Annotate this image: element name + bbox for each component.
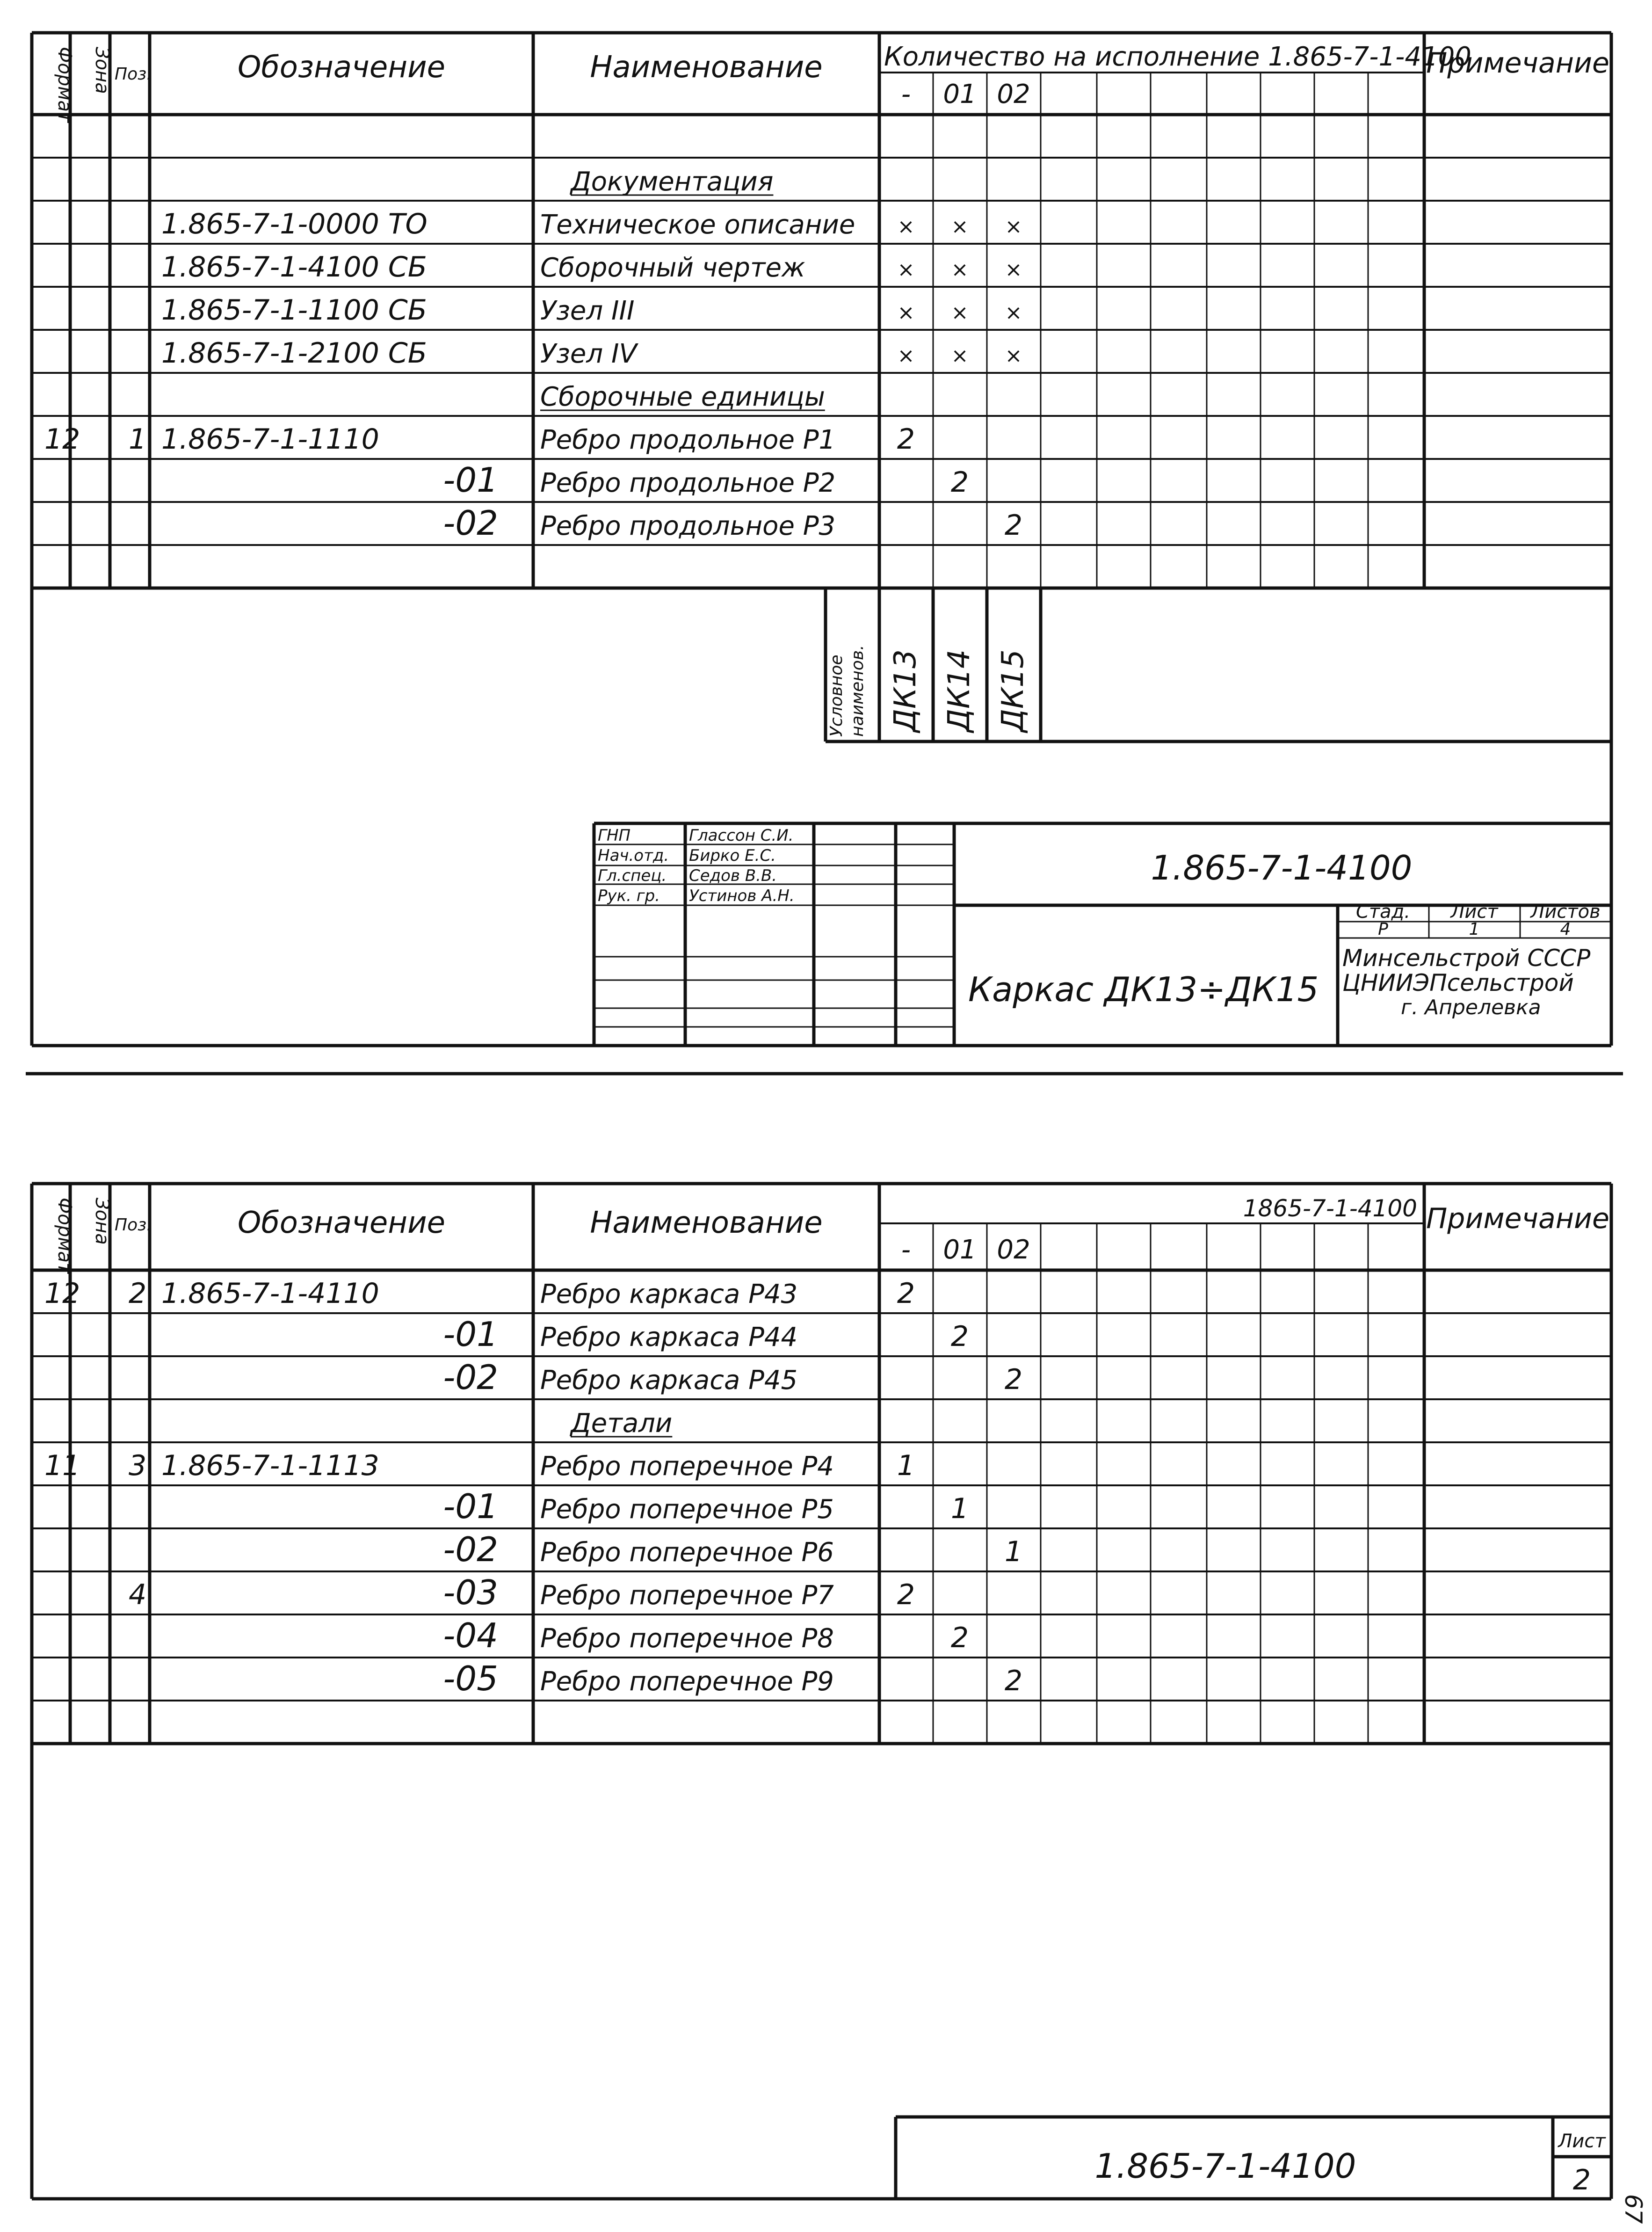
sheet1-hdr-zone: Зона (91, 47, 113, 94)
sheet1-row-2-name: Техническое описание (540, 210, 855, 240)
sheet2-row-3-name: Детали (571, 1408, 673, 1439)
sheet1-hdr-qty-title: Количество на исполнение 1.865-7-1-4100 (884, 42, 1471, 72)
sheet1-row-5-qty-2: × (1005, 344, 1022, 368)
sheet2-row-8-qty-1: 2 (950, 1621, 969, 1654)
sheet2-row-9-qty-2: 2 (1004, 1665, 1023, 1697)
sheet2-row-0-format: 12 (44, 1277, 80, 1310)
sheet1-row-3-name: Сборочный чертеж (540, 253, 805, 283)
sheet2-row-7-qty-0: 2 (897, 1578, 915, 1611)
sheet1-row-8-name: Ребро продольное Р2 (540, 468, 836, 498)
sheet2-hdr-note: Примечание (1426, 1202, 1609, 1235)
sheet2-row-5-qty-1: 1 (950, 1492, 969, 1525)
sheet1-row-4-qty-1: × (951, 301, 969, 325)
sheet1-row-2-designation: 1.865-7-1-0000 ТО (161, 208, 427, 240)
sheet2-row-9-designation: -05 (443, 1659, 498, 1698)
sheet1-row-5-designation: 1.865-7-1-2100 СБ (161, 337, 427, 370)
sheet1-stamp-org-3: г. Апрелевка (1401, 996, 1541, 1019)
sheet1-row-8-qty-1: 2 (950, 466, 969, 499)
sheet1-row-3-qty-2: × (1005, 258, 1022, 282)
sheet2-hdr-designation: Обозначение (237, 1206, 446, 1240)
sheet1-row-7-name: Ребро продольное Р1 (540, 425, 836, 455)
sheet1-stamp-org-1: Минсельстрой СССР (1342, 945, 1591, 972)
sheet2-row-1-name: Ребро каркаса Р44 (540, 1322, 798, 1352)
sheet1-cond-name-2: ДК15 (996, 649, 1030, 732)
sheet2-row-6-name: Ребро поперечное Р6 (540, 1537, 834, 1568)
sheet2-stamp-doc-number: 1.865-7-1-4100 (1094, 2146, 1356, 2186)
sheet2-row-2-name: Ребро каркаса Р45 (540, 1365, 798, 1396)
sheet1-row-5-qty-1: × (951, 344, 969, 368)
sheet1-row-5-qty-0: × (897, 344, 915, 368)
sheet1-cond-name-0: ДК13 (888, 649, 923, 732)
sheet1-stamp-role-1: Нач.отд. (598, 846, 669, 865)
sheet2-row-1-qty-1: 2 (950, 1320, 969, 1353)
sheet2-row-4-format: 11 (44, 1449, 80, 1482)
sheet1-hdr-format: Формат (54, 47, 75, 123)
sheet1-row-2-qty-2: × (1005, 215, 1022, 239)
sheet1-row-8-designation: -01 (443, 460, 498, 500)
margin-page-number: 67 (1620, 2194, 1647, 2224)
sheet1-row-4-qty-2: × (1005, 301, 1022, 325)
sheet1-stamp-person-1: Бирко Е.С. (689, 846, 776, 865)
sheet1-row-9-designation: -02 (443, 503, 498, 543)
sheet2-row-0-designation: 1.865-7-1-4110 (161, 1277, 379, 1310)
sheet1-hdr-variant-1: 01 (943, 79, 977, 109)
sheet1-row-4-qty-0: × (897, 301, 915, 325)
sheet2-row-4-pos: 3 (129, 1449, 147, 1482)
sheet2-row-4-qty-0: 1 (897, 1449, 915, 1482)
sheet1-hdr-pos: Поз. (115, 65, 152, 84)
sheet1-stamp-role-3: Рук. гр. (598, 887, 660, 905)
sheet1-row-2-qty-0: × (897, 215, 915, 239)
sheet2-row-8-name: Ребро поперечное Р8 (540, 1623, 834, 1654)
sheet1-row-1-name: Документация (571, 167, 774, 197)
sheet1-hdr-note: Примечание (1426, 47, 1609, 80)
sheet2-hdr-format: Формат (54, 1198, 75, 1274)
sheet2-hdr-qty-title: 1865-7-1-4100 (1243, 1195, 1417, 1222)
sheet2-row-2-designation: -02 (443, 1358, 498, 1397)
sheet1-cond-label-2: наименов. (848, 645, 867, 737)
sheet1-row-7-designation: 1.865-7-1-1110 (161, 423, 379, 456)
sheet1-hdr-name: Наименование (590, 50, 823, 85)
sheet2-row-7-pos: 4 (129, 1578, 147, 1611)
sheet1-stamp-stage: Р (1378, 920, 1388, 939)
sheet1-hdr-variant-2: 02 (997, 79, 1030, 109)
sheet1-stamp-person-0: Глассон С.И. (689, 826, 794, 845)
sheet2-row-0-pos: 2 (129, 1277, 147, 1310)
sheet2-hdr-variant-0: - (901, 1235, 911, 1265)
sheet1-stamp-role-0: ГНП (598, 826, 631, 845)
sheet1-row-4-designation: 1.865-7-1-1100 СБ (161, 294, 427, 327)
sheet1-row-7-pos: 1 (129, 423, 147, 456)
sheet1-stamp-sheet-label: Лист (1450, 901, 1498, 923)
sheet2-hdr-variant-2: 02 (997, 1235, 1030, 1265)
sheet1-row-3-qty-0: × (897, 258, 915, 282)
sheet1-stamp-stage-label: Стад. (1355, 901, 1411, 923)
sheet1-row-7-format: 12 (44, 423, 80, 456)
sheet1-stamp-sheets: 4 (1560, 920, 1571, 939)
sheet1-row-5-name: Узел IV (540, 339, 637, 369)
sheet2-row-6-qty-2: 1 (1004, 1535, 1023, 1568)
sheet1-stamp-title: Каркас ДК13÷ДК15 (968, 970, 1319, 1009)
sheet1-stamp-sheets-label: Листов (1530, 901, 1601, 923)
sheet1-row-6-name: Сборочные единицы (540, 382, 825, 412)
sheet2-row-0-name: Ребро каркаса Р43 (540, 1279, 798, 1309)
sheet2-row-1-designation: -01 (443, 1315, 498, 1354)
sheet2-row-0-qty-0: 2 (897, 1277, 915, 1310)
sheet2-row-2-qty-2: 2 (1004, 1363, 1023, 1396)
sheet2-row-7-name: Ребро поперечное Р7 (540, 1580, 834, 1611)
sheet1-stamp-person-2: Седов В.В. (689, 866, 777, 885)
sheet2-row-4-name: Ребро поперечное Р4 (540, 1451, 834, 1482)
sheet1-stamp-sheet: 1 (1469, 920, 1480, 939)
sheet1-stamp-org-2: ЦНИИЭПсельстрой (1342, 969, 1574, 996)
sheet1-row-9-name: Ребро продольное Р3 (540, 511, 836, 541)
sheet2-row-4-designation: 1.865-7-1-1113 (161, 1449, 379, 1482)
sheet1-row-4-name: Узел III (540, 296, 635, 326)
sheet2-hdr-name: Наименование (590, 1206, 823, 1240)
sheet2-row-8-designation: -04 (443, 1616, 498, 1655)
sheet2-row-9-name: Ребро поперечное Р9 (540, 1666, 834, 1697)
sheet2-hdr-zone: Зона (91, 1198, 113, 1245)
sheet1-row-7-qty-0: 2 (897, 423, 915, 456)
sheet1-cond-label-1: Условное (827, 654, 846, 737)
sheet2-hdr-pos: Поз. (115, 1215, 152, 1235)
sheet1-stamp-role-2: Гл.спец. (598, 866, 667, 885)
sheet2-row-5-designation: -01 (443, 1487, 498, 1526)
sheet1-stamp-doc-number: 1.865-7-1-4100 (1151, 848, 1413, 887)
sheet2-stamp-sheet-label: Лист (1558, 2130, 1606, 2152)
sheet2-stamp-sheet: 2 (1572, 2164, 1591, 2196)
sheet2-row-5-name: Ребро поперечное Р5 (540, 1494, 834, 1525)
sheet1-row-3-qty-1: × (951, 258, 969, 282)
sheet1-row-9-qty-2: 2 (1004, 509, 1023, 542)
sheet1-cond-name-1: ДК14 (942, 649, 977, 732)
sheet1-row-3-designation: 1.865-7-1-4100 СБ (161, 251, 427, 284)
sheet1-hdr-designation: Обозначение (237, 50, 446, 85)
sheet1-stamp-person-3: Устинов А.Н. (689, 887, 795, 905)
sheet2-row-6-designation: -02 (443, 1530, 498, 1569)
sheet1-hdr-variant-0: - (901, 79, 911, 109)
sheet2-row-7-designation: -03 (443, 1573, 498, 1612)
sheet1-row-2-qty-1: × (951, 215, 969, 239)
sheet2-hdr-variant-1: 01 (943, 1235, 977, 1265)
